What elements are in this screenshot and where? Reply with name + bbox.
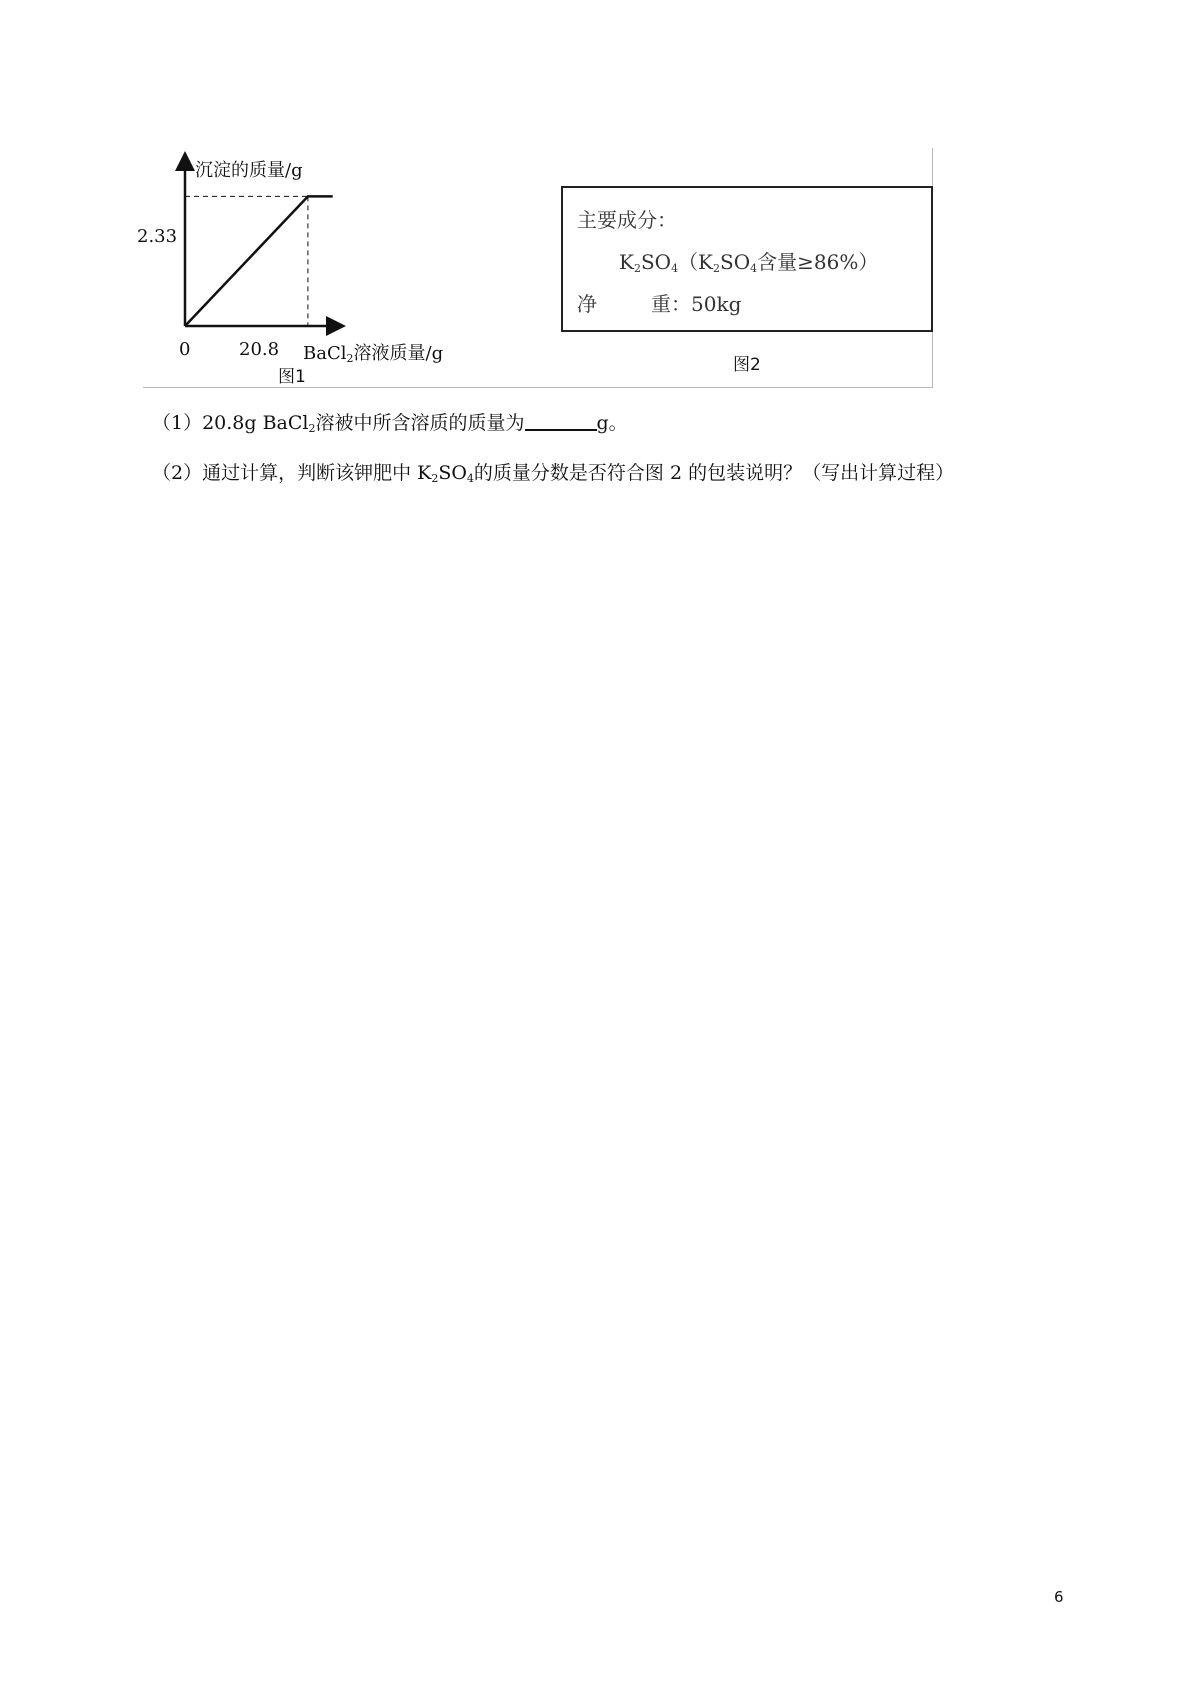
- main-ingredient-heading: 主要成分：: [577, 208, 677, 232]
- figure1-caption: 图1: [278, 367, 306, 387]
- figure-strip: [137, 148, 933, 388]
- y-axis-label: 沉淀的质量/g: [195, 160, 303, 181]
- net-weight-label: 净: [577, 292, 597, 316]
- precipitate-series-line: [185, 196, 333, 326]
- origin-label: 0: [179, 339, 191, 360]
- main-ingredient-formula: $K_2SO_4(K_2SO_4$含量≥86%）: [619, 250, 879, 275]
- fertilizer-label-box: [561, 186, 933, 332]
- net-weight-value: 重：50kg: [651, 292, 742, 316]
- question-1: （1）20.8g BaCl$_2$溶被中所含溶质的质量为 g。: [152, 412, 628, 435]
- x-axis-label: BaCl$_2$溶液质量/g: [303, 343, 444, 365]
- y-tick-label: 2.33: [137, 226, 178, 247]
- figure2-caption: 图2: [733, 355, 761, 375]
- page-number: 6: [1054, 1588, 1064, 1606]
- question-2: （2）通过计算，判断该钾肥中 $K_2SO_4$的质量分数是否符合图 2 的包装说明？（写出计算过程）: [152, 462, 955, 485]
- x-tick-label: 20.8: [239, 339, 280, 360]
- answer-blank[interactable]: [525, 411, 597, 431]
